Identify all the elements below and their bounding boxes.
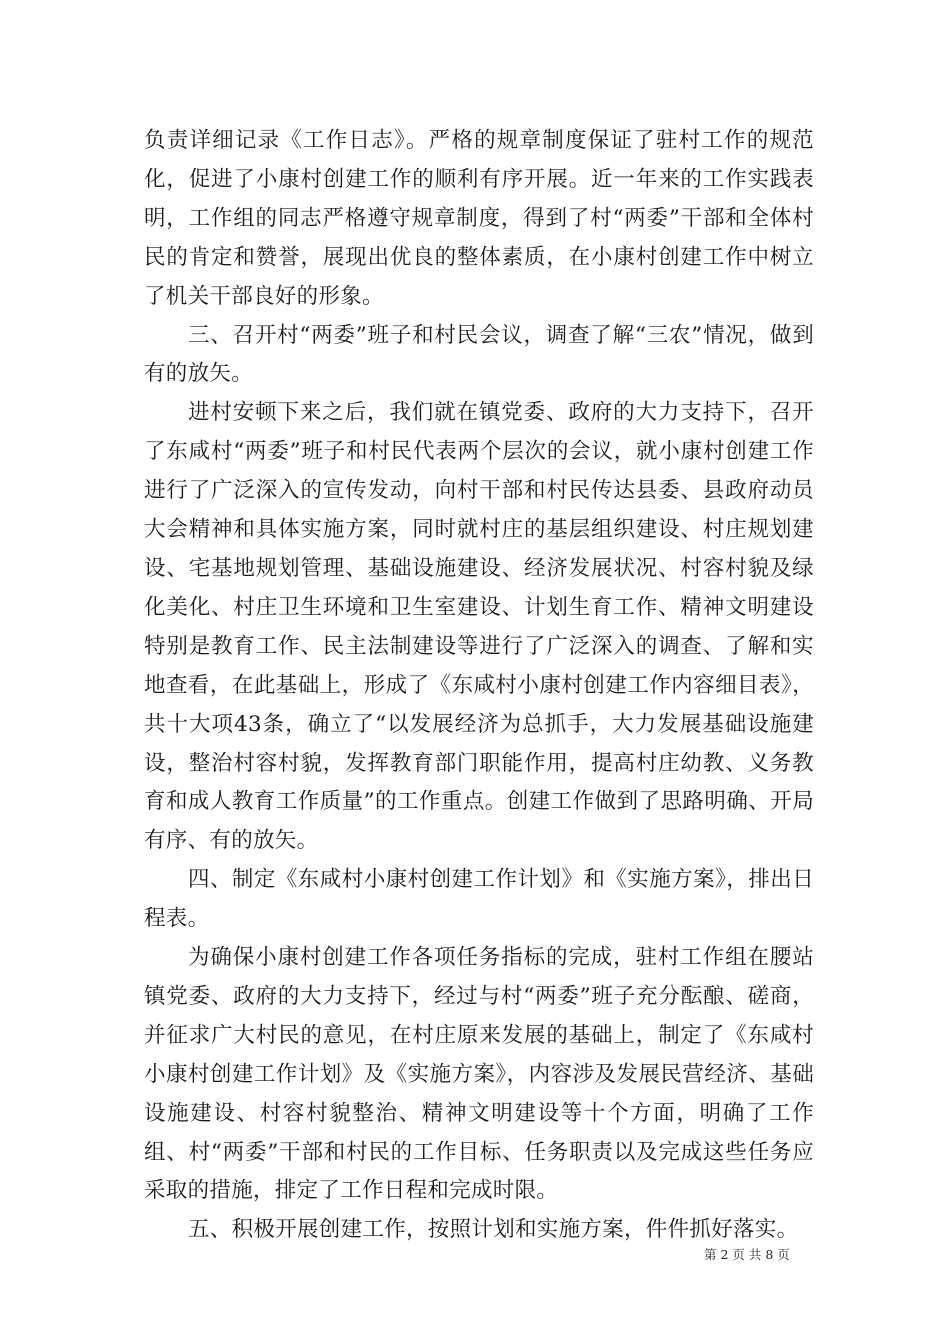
paragraph-village-meetings: 进村安顿下来之后，我们就在镇党委、政府的大力支持下，召开了东咸村“两委”班子和村民代表两个层次的会议，就小康村创建工作进行了广泛深入的宣传发动，向村干部和村民传达县委、县政府动员大会精神和具体实施方案，同时就村庄的基层组织建设、村庄规划建设、宅基地规划管理、基础设施建设、经济发展状况、村容村貌及绿化美化、村庄卫生环境和卫生室建设、计划生育工作、精神文明建设特别是教育工作、民主法制建设等进行了广泛深入的调查、了解和实地查看，在此基础上，形成了《东咸村小康村创建工作内容细目表》，共十大项43条，确立了“以发展经济为总抓手，大力发展基础设施建设，整治村容村貌，发挥教育部门职能作用，提高村庄幼教、义务教育和成人教育工作质量”的工作重点。创建工作做到了思路明确、开局有序、有的放矢。 [144, 400, 814, 854]
paragraph-work-plan: 为确保小康村创建工作各项任务指标的完成，驻村工作组在腰站镇党委、政府的大力支持下，经过与村“两委”班子充分酝酿、磋商，并征求广大村民的意见，在村庄原来发展的基础上，制定了《东咸村小康村创建工作计划》及《实施方案》，内容涉及发展民营经济、基础设施建设、村容村貌整治、精神文明建设等十个方面，明确了工作组、村“两委”干部和村民的工作目标、任务职责以及完成这些任务应采取的措施，排定了工作日程和完成时限。 [144, 945, 814, 1204]
document-body [144, 122, 814, 1250]
heading-section-four: 四、制定《东咸村小康村创建工作计划》和《实施方案》，排出日程表。 [144, 867, 814, 932]
page-number-footer: 第 2 页 共 8 页 [704, 1247, 790, 1262]
paragraph-rules-conclusion: 负责详细记录《工作日志》。严格的规章制度保证了驻村工作的规范化，促进了小康村创建工作的顺利有序开展。近一年来的工作实践表明，工作组的同志严格遵守规章制度，得到了村“两委”干部和全体村民的肯定和赞誉，展现出优良的整体素质，在小康村创建工作中树立了机关干部良好的形象。 [144, 128, 814, 309]
heading-section-five: 五、积极开展创建工作，按照计划和实施方案，件件抓好落实。 [188, 1217, 799, 1243]
heading-section-three: 三、召开村“两委”班子和村民会议，调查了解“三农”情况，做到有的放矢。 [144, 322, 814, 387]
